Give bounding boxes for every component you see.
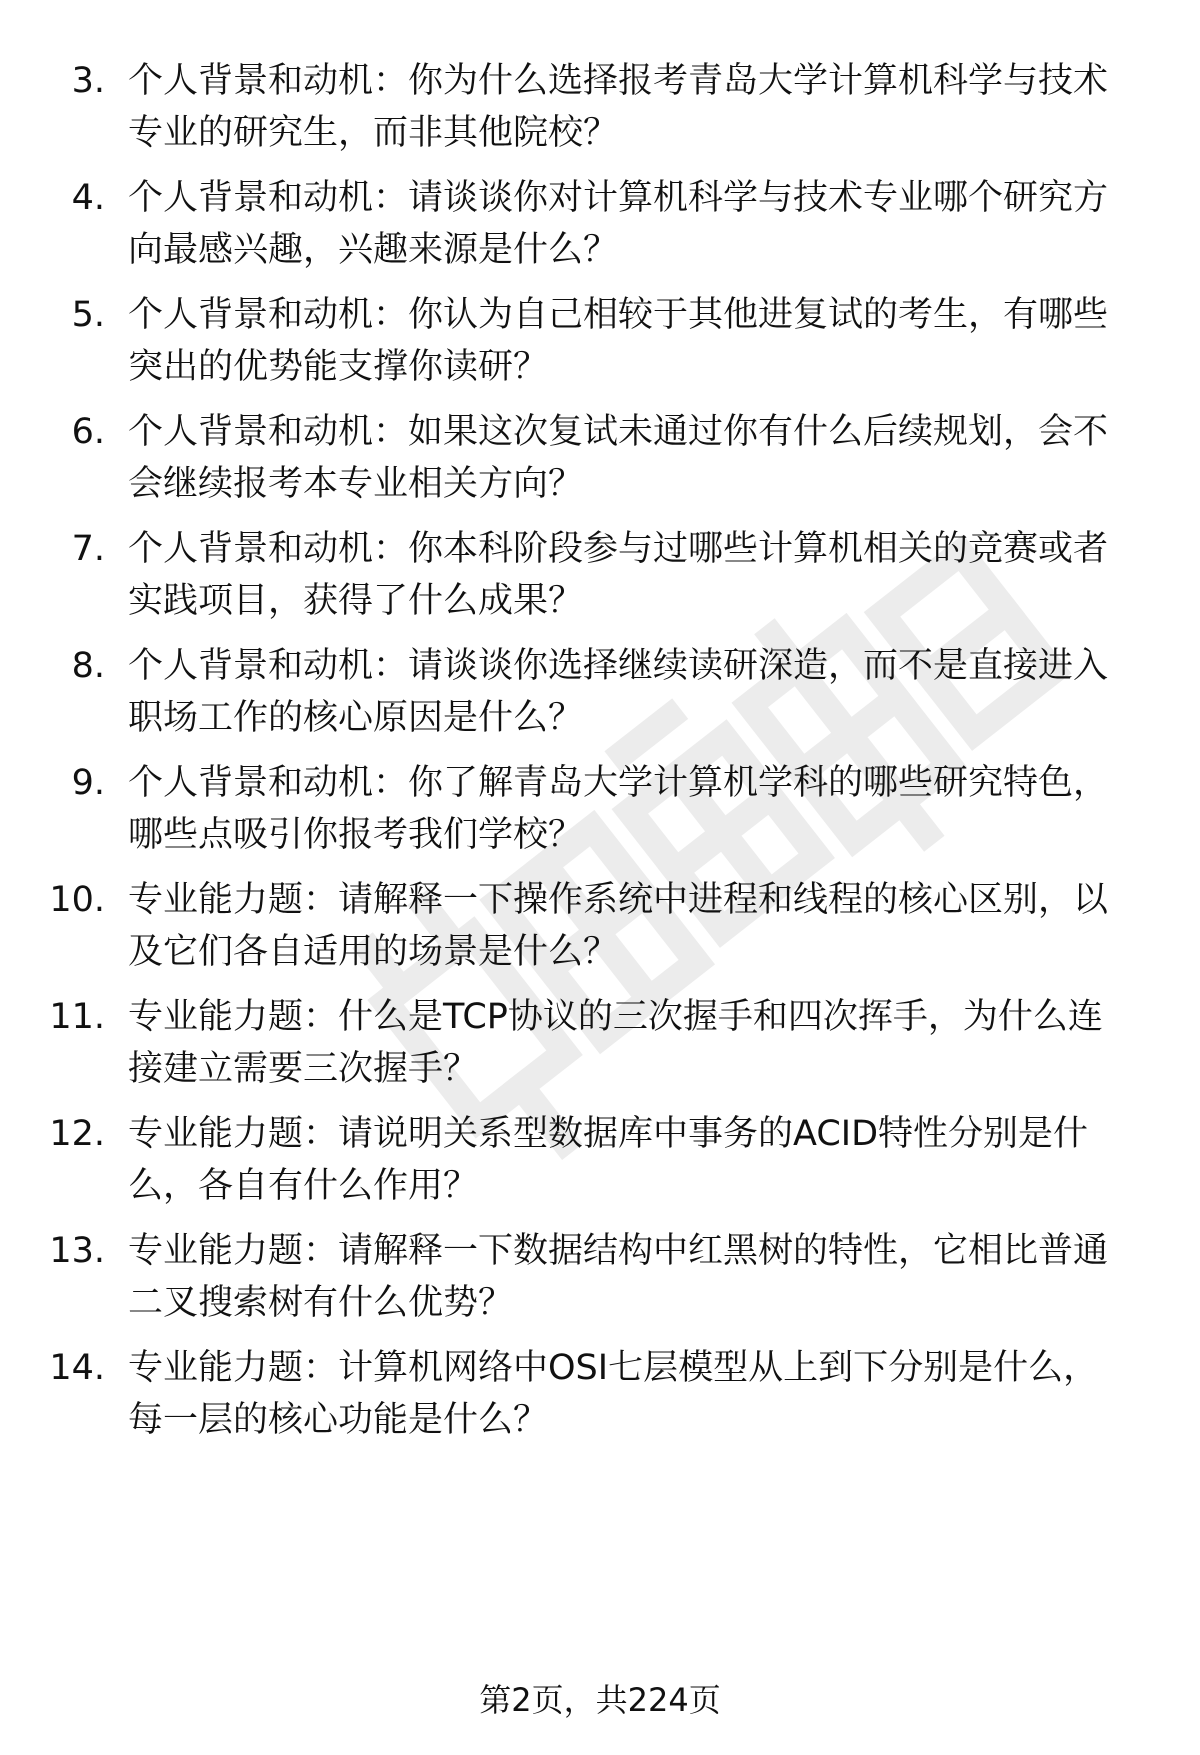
page-indicator: 第2页，共224页 xyxy=(479,1681,721,1719)
question-number: 8. xyxy=(71,646,105,686)
question-item xyxy=(0,55,1200,165)
question-number: 6. xyxy=(71,412,105,452)
question-item xyxy=(0,1108,1200,1218)
question-number: 7. xyxy=(71,529,105,569)
question-text: 专业能力题：请解释一下操作系统中进程和线程的核心区别，以及它们各自适用的场景是什么？ xyxy=(128,880,1109,972)
question-text: 个人背景和动机：请谈谈你对计算机科学与技术专业哪个研究方向最感兴趣，兴趣来源是什么？ xyxy=(128,178,1109,270)
question-number: 12. xyxy=(49,1114,105,1154)
question-number: 13. xyxy=(49,1231,105,1271)
question-number: 5. xyxy=(71,295,105,335)
question-item xyxy=(0,1342,1200,1452)
question-number: 9. xyxy=(71,763,105,803)
question-item xyxy=(0,640,1200,750)
question-text: 专业能力题：请解释一下数据结构中红黑树的特性，它相比普通二叉搜索树有什么优势？ xyxy=(128,1231,1109,1323)
question-text: 个人背景和动机：请谈谈你选择继续读研深造，而不是直接进入职场工作的核心原因是什么？ xyxy=(128,646,1109,738)
question-text: 个人背景和动机：你本科阶段参与过哪些计算机相关的竞赛或者实践项目，获得了什么成果？ xyxy=(128,529,1109,621)
question-text: 个人背景和动机：你认为自己相较于其他进复试的考生，有哪些突出的优势能支撑你读研？ xyxy=(128,295,1109,387)
question-item xyxy=(0,991,1200,1101)
question-number: 10. xyxy=(49,880,105,920)
question-number: 3. xyxy=(71,61,105,101)
question-text: 专业能力题：什么是TCP协议的三次握手和四次挥手，为什么连接建立需要三次握手？ xyxy=(128,997,1103,1089)
question-item xyxy=(0,406,1200,516)
question-text: 个人背景和动机：你为什么选择报考青岛大学计算机科学与技术专业的研究生，而非其他院校？ xyxy=(128,61,1109,153)
question-item xyxy=(0,172,1200,282)
question-number: 14. xyxy=(49,1348,105,1388)
question-number: 11. xyxy=(49,997,105,1037)
question-text: 个人背景和动机：你了解青岛大学计算机学科的哪些研究特色，哪些点吸引你报考我们学校？ xyxy=(128,763,1109,855)
question-text: 专业能力题：请说明关系型数据库中事务的ACID特性分别是什么，各自有什么作用？ xyxy=(128,1114,1089,1206)
question-item xyxy=(0,1225,1200,1335)
question-item xyxy=(0,289,1200,399)
question-text: 个人背景和动机：如果这次复试未通过你有什么后续规划，会不会继续报考本专业相关方向？ xyxy=(128,412,1109,504)
question-text: 专业能力题：计算机网络中OSI七层模型从上到下分别是什么，每一层的核心功能是什么？ xyxy=(128,1348,1099,1440)
question-item xyxy=(0,874,1200,984)
question-item xyxy=(0,523,1200,633)
question-number: 4. xyxy=(71,178,105,218)
question-item xyxy=(0,757,1200,867)
